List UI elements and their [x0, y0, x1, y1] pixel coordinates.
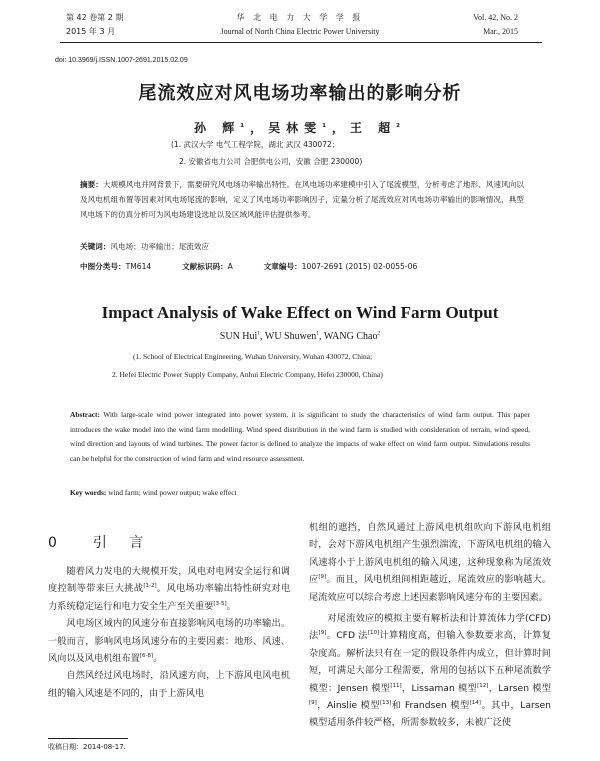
abstract-en-text: With large-scale wind power integrated into power system, it is significant to study the characteristics of wind farm output. This paper introduces the wake model into the wind farm modelling. Wind speed distribution in the wind farm is studied with consideration of terrain, wind speed, wind direction and layouts of wind turbines. The power factor is defined to analyze the impacts of wake effect on wind farm output. Simulations results can be helpful for the construction of wind farm and wind resource assessment. — [70, 410, 530, 463]
ref-r7: [13] — [380, 700, 392, 706]
journal-date: 2015 年 3 月 — [66, 27, 116, 36]
affiliation-en-2: 2. Hefei Electric Power Supply Company, Anhui Electric Company, Hefei 230000, China) — [112, 370, 383, 379]
ref-r2: [9] — [318, 630, 327, 637]
abstract-en — [70, 408, 530, 466]
body-right-column — [309, 519, 551, 732]
journal-name-en: Journal of North China Electric Power University — [220, 27, 380, 36]
section-heading — [48, 532, 152, 552]
section-title: 引 言 — [92, 535, 153, 551]
ref-1: [1-2] — [143, 583, 157, 590]
doc-code-value: A — [227, 262, 233, 271]
left-paragraph-3: 自然风经过风电场时，沿风速方向，上下游风电风电机组的输入风速是不同的，由于上游风电 — [48, 670, 290, 699]
ref-3: [6-8] — [139, 652, 154, 659]
keywords-en — [70, 488, 237, 497]
classification — [80, 261, 417, 272]
header-rule — [60, 42, 542, 43]
doi: doi: 10.3969/j.ISSN.1007-2691.2015.02.09 — [55, 57, 188, 64]
abstract-en-label: Abstract: — [70, 410, 100, 419]
abstract-cn — [80, 177, 524, 222]
author-en-1-sup: 1 — [257, 330, 261, 337]
page-title-cn: 尾流效应对风电场功率输出的影响分析 — [138, 83, 462, 104]
clc-value: TM614 — [125, 262, 152, 271]
keywords-en-text: wind farm; wind power output; wake effect — [108, 488, 237, 497]
footnote-rule — [48, 738, 128, 739]
authors-en: SUN Hui$^1$, WU Shuwen$^1$, WANG Chao$^2$ — [219, 330, 381, 342]
journal-name-cn: 华 北 电 力 大 学 学 报 — [236, 13, 364, 22]
article-number-label: 文章编号： — [263, 262, 302, 271]
journal-volume: 第 42 卷第 2 期 — [66, 13, 124, 22]
right-paragraph-2: 对尾流效应的模拟主要有解析法和计算流体力学(CFD)法[9]。CFD 法[10]计算精度高，但输入参数要求高，计算复杂度高。解析法只有在一定的假设条件内成立，但计算时间短，可满足大部分工程需要，常用的包括以下五种尾流数学模型：Jensen 模型[11]，Lissaman 模型[12]，Larsen 模型[9]，Ainslie 模型[13]和 Frandsen 模型[14]。其中，Larsen 模型适用条件较严格，所需参数较多，未被广泛使 — [309, 613, 551, 729]
author-en-2: WU Shuwen — [264, 331, 317, 342]
keywords-cn — [80, 241, 209, 252]
ref-r1: [9] — [318, 574, 327, 581]
ref-r3: [10] — [367, 630, 380, 637]
journal-date-en: Mar., 2015 — [483, 27, 518, 36]
affiliation-cn-2: 2. 安徽省电力公司 合肥供电公司，安徽 合肥 230000) — [179, 157, 363, 166]
keywords-cn-label: 关键词： — [80, 242, 111, 251]
author-2-sup: 1 — [322, 123, 332, 129]
author-3: 王 超 — [349, 121, 397, 135]
doc-code-label: 文献标识码： — [182, 262, 228, 271]
abstract-cn-text: 大规模风电并网背景下，需要研究风电场功率输出特性。在风电场功率建模中引入了尾流模型，分析考虑了地形、风速风向以及风电机组布置等因素对风电场尾流的影响，定义了风电场功率影响因子，定量分析了尾流效应对风电场功率输出的影响情况，典型风电场下的仿真分析可为风电场建设选址以及区域风能评估提供参考。 — [80, 180, 524, 219]
keywords-cn-text: 风电场；功率输出；尾流效应 — [110, 242, 210, 251]
author-en-1: SUN Hui — [219, 331, 258, 342]
right-paragraph-1: 机组的遮挡，自然风通过上游风电机组吹向下游风电机组时，会对下游风电机组产生强烈湍流，下游风电机组的输入风速将小于上游风电机组的输入风速，这种现象称为尾流效应[9]。而且，风电机组间相距越近，尾流效应的影响越大。尾流效应可以综合考虑上述因素影响风速分布的主要因素。 — [309, 522, 552, 603]
ref-r8: [14] — [469, 700, 481, 706]
abstract-cn-label: 摘要： — [80, 180, 103, 189]
left-paragraph-1: 随着风力发电的大规模开发，风电对电网安全运行和调度控制等带来巨大挑战[1-2]。风电场功率输出特性研究对电力系统稳定运行和电力安全生产至关重要[3-5]。 — [48, 566, 291, 612]
clc-label: 中图分类号： — [80, 262, 126, 271]
ref-r4: [11] — [390, 682, 402, 689]
left-paragraph-2: 风电场区域内的风速分布直接影响风电场的功率输出。一般而言，影响风电场风速分布的主要因素：地形、风速、风向以及风电机组布置[6-8]。 — [48, 618, 290, 665]
footnote-received: 收稿日期：2014-08-17. — [48, 743, 126, 751]
affiliation-en-1: (1. School of Electrical Engineering, Wuhan University, Wuhan 430072, China; — [133, 352, 373, 361]
body-left-column — [48, 563, 290, 702]
ref-2: [3-5] — [213, 600, 227, 607]
author-3-sup: 2 — [396, 123, 406, 129]
authors-cn: 孙 辉$^1$，吴林雯$^1$，王 超$^2$ — [194, 121, 406, 135]
author-en-3: WANG Chao — [323, 331, 378, 342]
section-number: 0 — [48, 535, 66, 551]
author-1-sup: 1 — [240, 123, 251, 129]
article-number-value: 1007-2691 (2015) 02-0055-06 — [301, 262, 418, 271]
author-en-2-sup: 1 — [316, 330, 320, 337]
affiliation-cn-1: (1. 武汉大学 电气工程学院，湖北 武汉 430072； — [171, 140, 340, 149]
author-1: 孙 辉 — [194, 121, 241, 135]
ref-r6: [9] — [309, 700, 317, 706]
ref-r5: [12] — [477, 682, 489, 689]
author-en-3-sup: 2 — [377, 330, 381, 337]
journal-vol-en: Vol. 42, No. 2 — [473, 13, 518, 22]
author-2: 吴林雯 — [268, 121, 323, 135]
keywords-en-label: Key words: — [70, 488, 107, 497]
page-title-en: Impact Analysis of Wake Effect on Wind Farm Output — [101, 303, 499, 322]
